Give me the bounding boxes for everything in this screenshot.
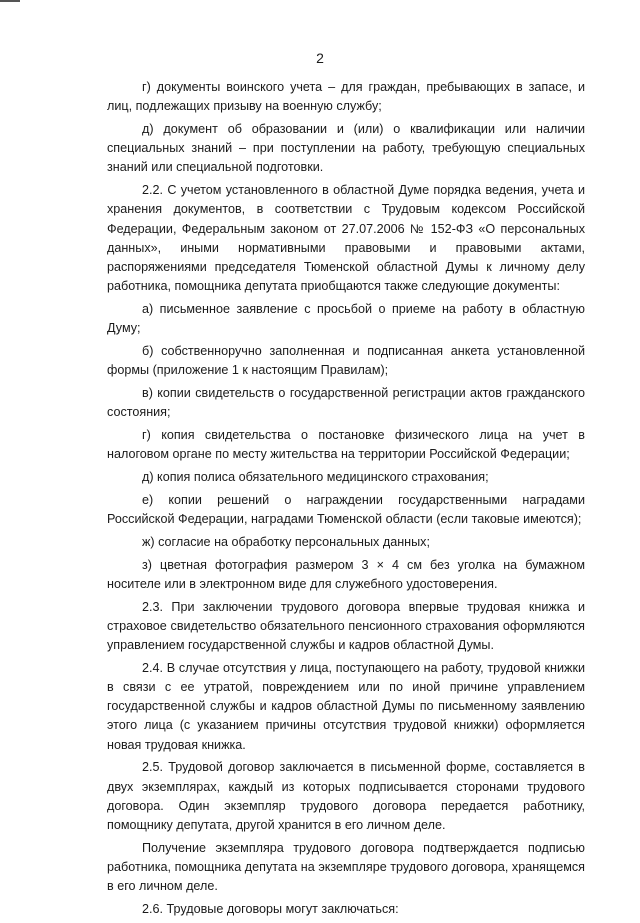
paragraph: а) письменное заявление с просьбой о приеме на работу в областную Думу; [107,302,585,336]
paragraph: 2.3. При заключении трудового договора впервые трудовая книжка и страховое свидетельство обязательного пенсионного страхования оформляются управлением государственной службы и кадров областной Думы. [107,599,585,653]
paragraph: е) копии решений о награждении государственными наградами Российской Федерации, наградами Тюменской области (если таковые имеются); [107,492,585,527]
scan-corner-mark [0,0,20,2]
paragraph: з) цветная фотография размером 3 × 4 см без уголка на бумажном носителе или в электронном виде для служебного удостоверения. [107,557,585,591]
paragraph: Получение экземпляра трудового договора подтверждается подписью работника, помощника депутата на экземпляре трудового договора, хранящемся в его личном деле. [107,840,585,894]
document-body [107,78,585,923]
paragraph: г) копия свидетельства о постановке физического лица на учет в налоговом органе по месту жительства на территории Российской Федерации; [107,428,585,462]
paragraph: д) копия полиса обязательного медицинского страхования; [142,470,489,485]
paragraph: 2.5. Трудовой договор заключается в письменной форме, составляется в двух экземплярах, каждый из которых подписывается сторонами трудового договора. Один экземпляр трудового договора передается работнику, помощнику депутата, другой хранится в его личном деле. [107,760,585,833]
paragraph: д) документ об образовании и (или) о квалификации или наличии специальных знаний – при поступлении на работу, требующую специальных знаний или специальной подготовки. [107,122,585,175]
paragraph: г) документы воинского учета – для граждан, пребывающих в запасе, и лиц, подлежащих призыву на военную службу; [107,80,585,114]
page-number: 2 [316,50,324,66]
paragraph: 2.6. Трудовые договоры могут заключаться: [142,902,399,917]
paragraph: 2.4. В случае отсутствия у лица, поступающего на работу, трудовой книжки в связи с ее утратой, повреждением или по иной причине управлением государственной службы и кадров областной Думы по письменному заявлению этого лица (с указанием причины отсутствия трудовой книжки) оформляется новая трудовая книжка. [107,660,585,752]
paragraph: в) копии свидетельств о государственной регистрации актов гражданского состояния; [107,386,585,420]
paragraph: б) собственноручно заполненная и подписанная анкета установленной формы (приложение 1 к настоящим Правилам); [107,344,585,378]
paragraph: 2.2. С учетом установленного в областной Думе порядка ведения, учета и хранения документов, в соответствии с Трудовым кодексом Российской Федерации, Федеральным законом от 27.07.2006 № 152-ФЗ «О персональных данных», иными нормативными правовыми и правовыми актами, распоряжениями председателя Тюменской областной Думы к личному делу работника, помощника депутата приобщаются также следующие документы: [107,183,585,294]
paragraph: ж) согласие на обработку персональных данных; [142,534,430,549]
